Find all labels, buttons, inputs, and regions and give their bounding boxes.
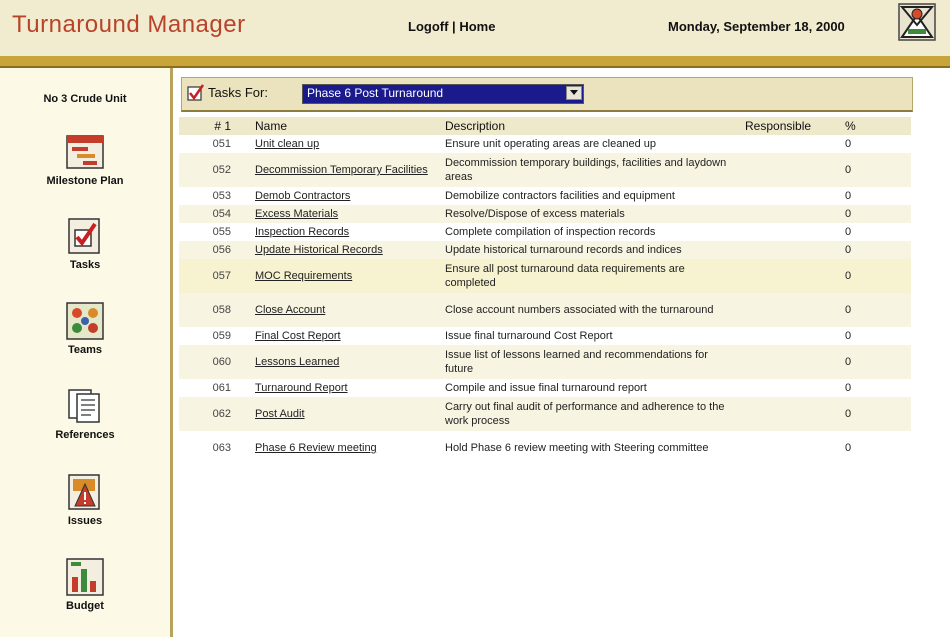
table-row [179,293,911,327]
sidebar-item-budget[interactable] [0,557,170,612]
task-description: Close account numbers associated with the turnaround [441,293,741,327]
task-number: 053 [212,190,231,202]
task-name-link[interactable]: Turnaround Report [255,382,348,394]
table-row [179,187,911,205]
task-percent: 0 [841,153,911,187]
header-divider [0,56,950,68]
app-title: Turnaround Manager [12,11,246,38]
app-header [0,0,950,56]
table-row [179,327,911,345]
task-percent: 0 [841,345,911,379]
task-responsible [741,379,841,397]
task-percent: 0 [845,190,852,202]
app-logo-icon [898,3,936,41]
task-number: 061 [212,382,231,394]
task-description: Ensure all post turnaround data requirements are completed [441,259,741,293]
task-responsible [741,241,841,259]
task-table-body [179,135,911,465]
task-name-link[interactable]: Inspection Records [255,226,350,238]
task-number: 062 [179,397,251,431]
sidebar-item-tasks[interactable] [0,216,170,271]
task-description: Carry out final audit of performance and adherence to the work process [441,397,741,431]
task-percent: 0 [841,397,911,431]
unit-label: No 3 Crude Unit [43,93,127,105]
table-row [179,153,911,187]
sidebar-item-references[interactable] [0,386,170,441]
task-name-link[interactable]: Update Historical Records [251,241,441,259]
sidebar-item-milestone-plan[interactable] [0,132,170,187]
task-responsible [741,135,841,153]
col-header-percent[interactable]: % [841,117,911,135]
task-description: Issue list of lessons learned and recommendations for future [441,345,741,379]
task-name-link[interactable]: Phase 6 Review meeting [255,442,377,454]
tasks-for-label: Tasks For: [208,85,268,100]
current-date: Monday, September 18, 2000 [668,19,845,34]
task-name-link[interactable]: Demob Contractors [255,190,351,202]
task-description: Compile and issue final turnaround report [445,382,647,394]
task-description: Resolve/Dispose of excess materials [441,205,741,223]
header-links [408,19,495,34]
references-documents-icon [65,386,105,426]
task-responsible [741,259,841,293]
task-responsible [741,293,841,327]
logoff-link[interactable]: Logoff [408,19,449,34]
task-percent: 0 [841,259,911,293]
teams-people-icon [65,301,105,341]
task-responsible [741,327,841,345]
task-description: Complete compilation of inspection records [445,226,656,238]
task-responsible [741,345,841,379]
milestone-plan-icon [65,132,105,172]
task-responsible [741,205,841,223]
task-name-link[interactable]: Decommission Temporary Facilities [251,153,441,187]
task-name-link[interactable]: MOC Requirements [251,259,441,293]
task-number: 055 [212,226,231,238]
task-name-link[interactable]: Lessons Learned [251,345,441,379]
task-number: 051 [212,138,231,150]
task-description: Demobilize contractors facilities and equipment [445,190,675,202]
task-number: 056 [179,241,251,259]
budget-bar-chart-icon [65,557,105,597]
task-responsible [741,153,841,187]
task-percent: 0 [845,330,852,342]
col-header-responsible[interactable]: Responsible [741,117,841,135]
sidebar [0,68,170,637]
table-row [179,431,911,465]
task-description: Update historical turnaround records and indices [441,241,741,259]
table-header-row [179,117,911,135]
sidebar-item-label: Tasks [69,259,101,271]
task-name-link[interactable]: Close Account [251,293,441,327]
tasks-for-bar [181,77,913,112]
task-responsible [741,431,841,465]
col-header-number[interactable]: # 1 [179,117,251,135]
issues-icon [65,472,105,512]
chevron-down-icon [570,90,578,96]
phase-select[interactable] [302,84,584,104]
table-row [179,397,911,431]
task-description: Hold Phase 6 review meeting with Steering committee [445,442,709,454]
table-row [179,379,911,397]
sidebar-item-label: References [55,429,115,441]
phase-select-dropdown-button[interactable] [566,86,582,100]
task-percent: 0 [841,241,911,259]
task-percent: 0 [845,382,852,394]
task-description: Decommission temporary buildings, facilities and laydown areas [441,153,741,187]
task-responsible [741,397,841,431]
task-number: 054 [179,205,251,223]
table-row [179,259,911,293]
task-description: Issue final turnaround Cost Report [445,330,613,342]
task-percent: 0 [845,442,852,454]
sidebar-item-issues[interactable] [0,472,170,527]
task-number: 063 [212,442,231,454]
task-number: 060 [179,345,251,379]
main-content [173,68,950,637]
task-number: 057 [179,259,251,293]
link-separator: | [452,19,456,34]
sidebar-item-label: Issues [67,515,103,527]
home-link[interactable]: Home [459,19,496,34]
task-table [179,117,911,465]
phase-select-value: Phase 6 Post Turnaround [307,86,444,100]
col-header-name[interactable]: Name [251,117,441,135]
task-responsible [741,187,841,205]
task-responsible [741,223,841,241]
task-percent: 0 [841,293,911,327]
table-row [179,345,911,379]
task-number: 052 [179,153,251,187]
table-row [179,241,911,259]
tasks-checklist-icon [65,216,105,256]
table-row [179,223,911,241]
sidebar-item-label: Milestone Plan [46,175,124,187]
tasks-checkbox-icon [187,84,205,102]
task-name-link[interactable]: Final Cost Report [255,330,341,342]
task-percent: 0 [845,226,852,238]
task-description: Ensure unit operating areas are cleaned up [445,138,656,150]
table-row [179,135,911,153]
sidebar-item-label: Budget [66,600,104,612]
task-name-link[interactable]: Excess Materials [251,205,441,223]
task-name-link[interactable]: Unit clean up [255,138,320,150]
task-percent: 0 [845,138,852,150]
sidebar-item-label: Teams [67,344,103,356]
task-number: 059 [212,330,231,342]
task-number: 058 [179,293,251,327]
task-name-link[interactable]: Post Audit [251,397,441,431]
col-header-description[interactable]: Description [441,117,741,135]
table-row [179,205,911,223]
task-percent: 0 [841,205,911,223]
sidebar-item-teams[interactable] [0,301,170,356]
